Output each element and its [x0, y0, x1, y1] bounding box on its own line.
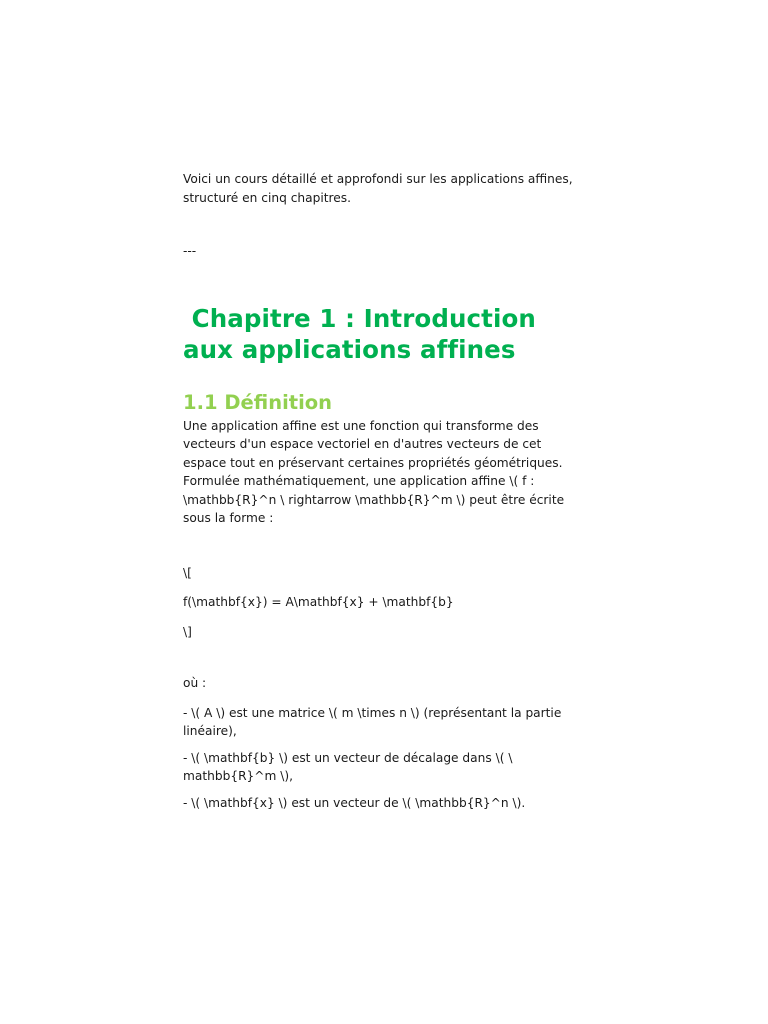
math-close-delimiter: \]: [183, 624, 192, 639]
formula-line: f(\mathbf{x}) = A\mathbf{x} + \mathbf{b}: [183, 595, 454, 609]
intro-paragraph: Voici un cours détaillé et approfondi sur les applications affines, structuré en cinq chapitres.: [183, 172, 573, 205]
definition-paragraph: Une application affine est une fonction qui transforme des vecteurs d'un espace vectoriel en d'autres vecteurs de cet espace tout en préservant certaines propriétés géométriques. Formulée mathématiquement, une application affine \( f : \mathbb{R}^n \ rightarrow \mathbb{R}^m \) peut être écrite sous la forme :: [183, 418, 565, 525]
document-page: [183, 170, 583, 820]
section-title: 1.1 Définition: [183, 390, 333, 414]
where-label: où :: [183, 676, 207, 690]
math-open-delimiter: \[: [183, 565, 192, 580]
list-item: - \( \mathbf{b} \) est un vecteur de décalage dans \( \ mathbb{R}^m \),: [183, 750, 513, 783]
list-item: - \( \mathbf{x} \) est un vecteur de \( \mathbb{R}^n \).: [183, 795, 526, 810]
list-item: - \( A \) est une matrice \( m \times n \) (représentant la partie linéaire),: [183, 705, 562, 738]
chapter-title: Chapitre 1 : Introduction aux applications affines: [183, 303, 545, 364]
separator-line: ---: [183, 244, 197, 258]
